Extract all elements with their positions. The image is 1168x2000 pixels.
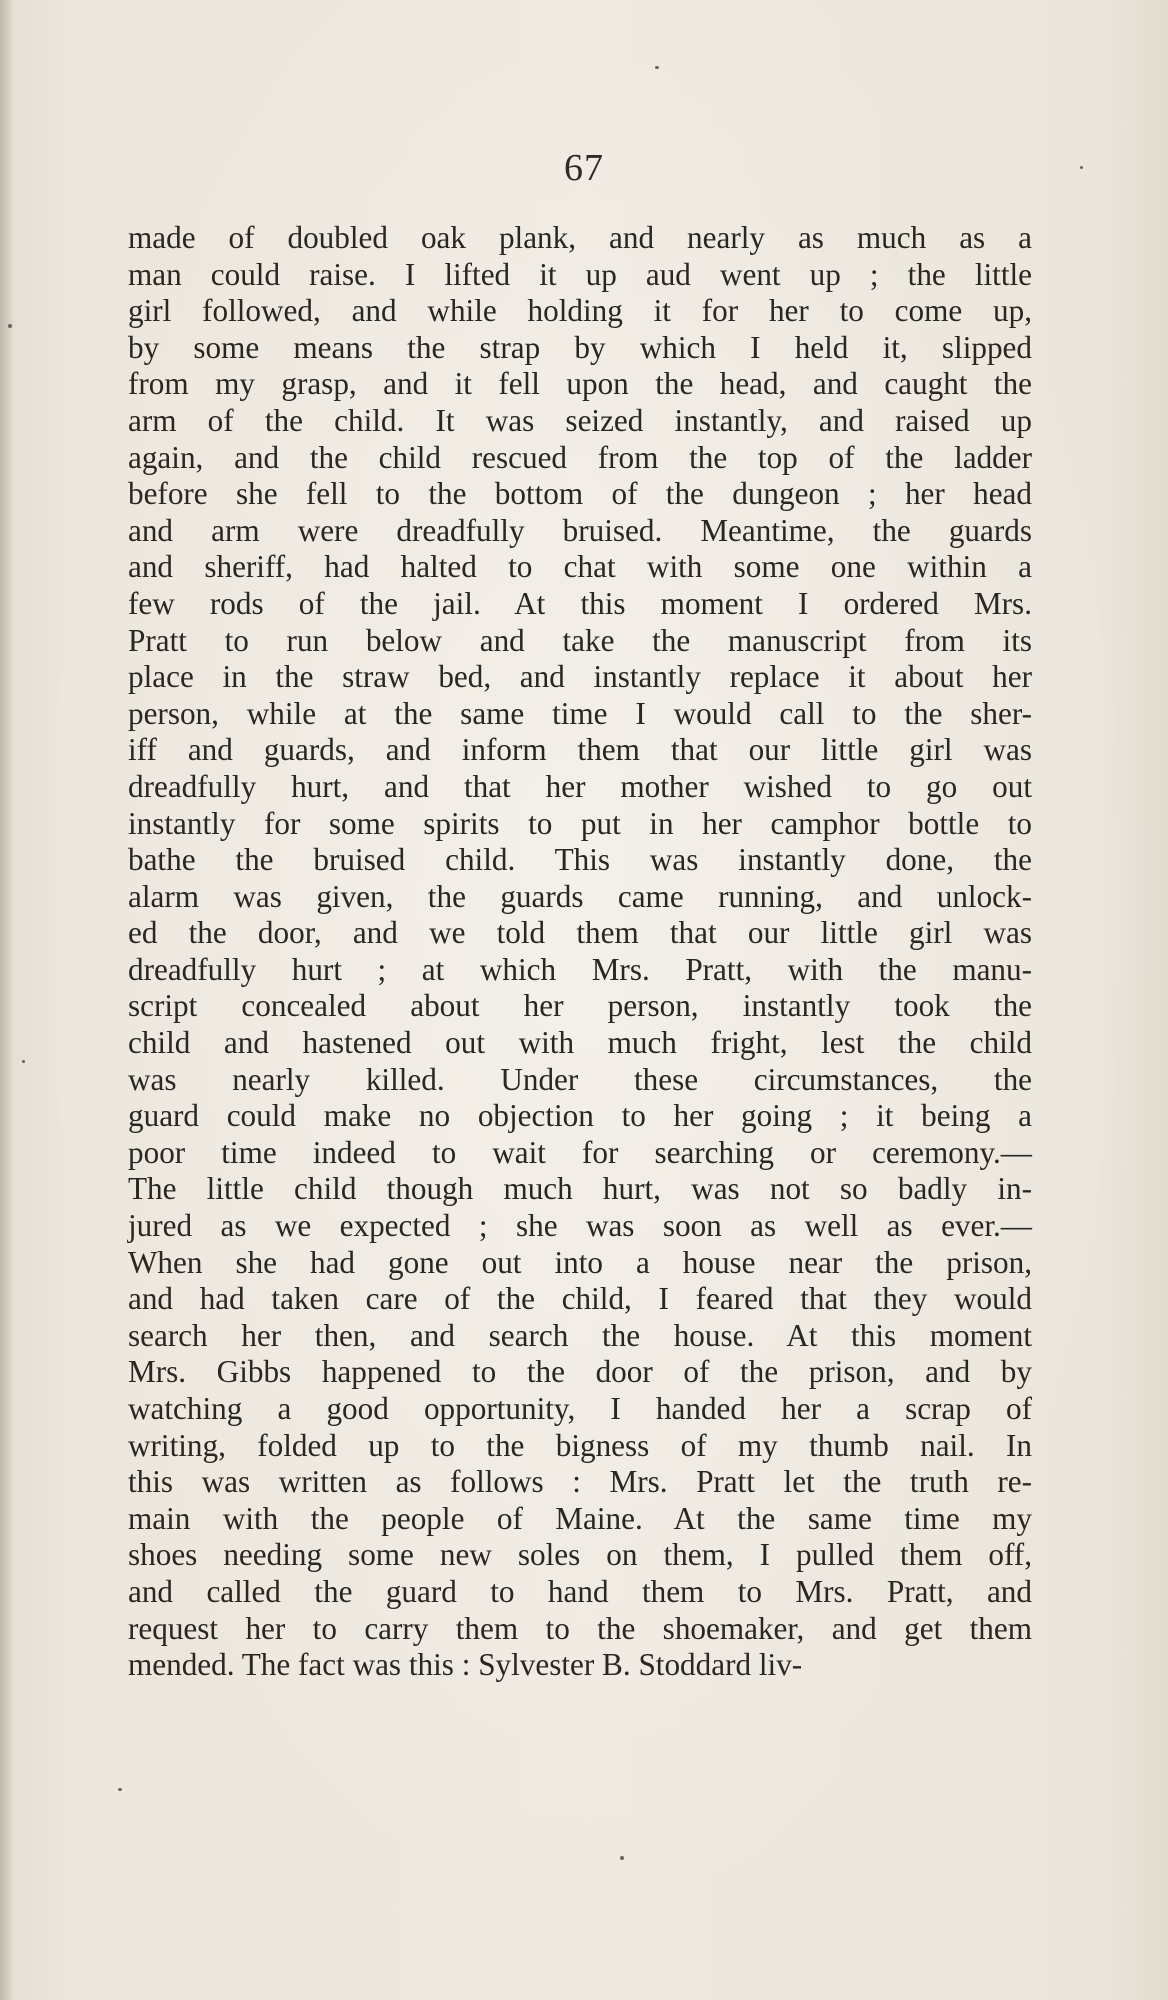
text-line: made of doubled oak plank, and nearly as much as a — [128, 220, 1032, 255]
text-line: request her to carry them to the shoemaker, and get them — [128, 1610, 1032, 1646]
text-line: jured as we expected ; she was soon as well as ever.— — [128, 1208, 1032, 1244]
text-line: alarm was given, the guards came running, and unlock- — [128, 878, 1032, 914]
text-line: Pratt to run below and take the manuscript from its — [128, 622, 1032, 658]
text-line: few rods of the jail. At this moment I ordered Mrs. — [128, 585, 1032, 621]
text-line: child and hastened out with much fright, lest the child — [128, 1025, 1032, 1061]
text-line: and arm were dreadfully bruised. Meantime, the guards — [128, 512, 1032, 548]
text-line: dreadfully hurt, and that her mother wished to go out — [128, 768, 1032, 804]
text-line: from my grasp, and it fell upon the head, and caught the — [128, 366, 1032, 402]
text-line: and had taken care of the child, I feared that they would — [128, 1281, 1032, 1317]
text-line: instantly for some spirits to put in her camphor bottle to — [128, 805, 1032, 841]
body-text — [128, 220, 1032, 1684]
text-line: before she fell to the bottom of the dungeon ; her head — [128, 476, 1032, 512]
page-number: 67 — [564, 147, 604, 189]
text-line: script concealed about her person, instantly took the — [128, 988, 1032, 1024]
paper-speck — [655, 66, 659, 69]
text-line: The little child though much hurt, was not so badly in- — [128, 1171, 1032, 1207]
text-line: place in the straw bed, and instantly replace it about her — [128, 659, 1032, 695]
paper-speck — [8, 324, 12, 328]
paper-speck — [620, 1856, 624, 1860]
text-line: by some means the strap by which I held it, slipped — [128, 329, 1032, 365]
text-line: bathe the bruised child. This was instantly done, the — [128, 842, 1032, 878]
text-line: writing, folded up to the bigness of my thumb nail. In — [128, 1427, 1032, 1463]
text-line: search her then, and search the house. At this moment — [128, 1317, 1032, 1353]
text-line: girl followed, and while holding it for her to come up, — [128, 293, 1032, 329]
text-line: iff and guards, and inform them that our little girl was — [128, 732, 1032, 768]
text-line: again, and the child rescued from the top of the ladder — [128, 439, 1032, 475]
text-line: poor time indeed to wait for searching or ceremony.— — [128, 1134, 1032, 1170]
text-line: When she had gone out into a house near the prison, — [128, 1244, 1032, 1280]
text-line: mended. The fact was this : Sylvester B. Stoddard liv- — [128, 1647, 803, 1683]
text-line: watching a good opportunity, I handed her a scrap of — [128, 1391, 1032, 1426]
text-line: shoes needing some new soles on them, I pulled them off, — [128, 1537, 1032, 1573]
paper-speck — [22, 1060, 25, 1063]
text-line: ed the door, and we told them that our little girl was — [128, 915, 1032, 951]
text-line: was nearly killed. Under these circumstances, the — [128, 1061, 1032, 1097]
text-line: and sheriff, had halted to chat with some one within a — [128, 549, 1032, 585]
text-line: guard could make no objection to her going ; it being a — [128, 1098, 1032, 1134]
text-line: this was written as follows : Mrs. Pratt let the truth re- — [128, 1464, 1032, 1500]
text-line: person, while at the same time I would call to the sher- — [128, 695, 1032, 731]
paper-speck — [1080, 166, 1083, 169]
text-line: man could raise. I lifted it up aud went up ; the little — [128, 256, 1032, 292]
text-line: main with the people of Maine. At the same time my — [128, 1500, 1032, 1536]
text-line: Mrs. Gibbs happened to the door of the prison, and by — [128, 1354, 1032, 1390]
text-line: and called the guard to hand them to Mrs. Pratt, and — [128, 1573, 1032, 1609]
text-line: dreadfully hurt ; at which Mrs. Pratt, with the manu- — [128, 951, 1032, 987]
paper-speck — [118, 1788, 122, 1791]
page-binding-shadow — [0, 0, 14, 2000]
text-line: arm of the child. It was seized instantly, and raised up — [128, 402, 1032, 438]
